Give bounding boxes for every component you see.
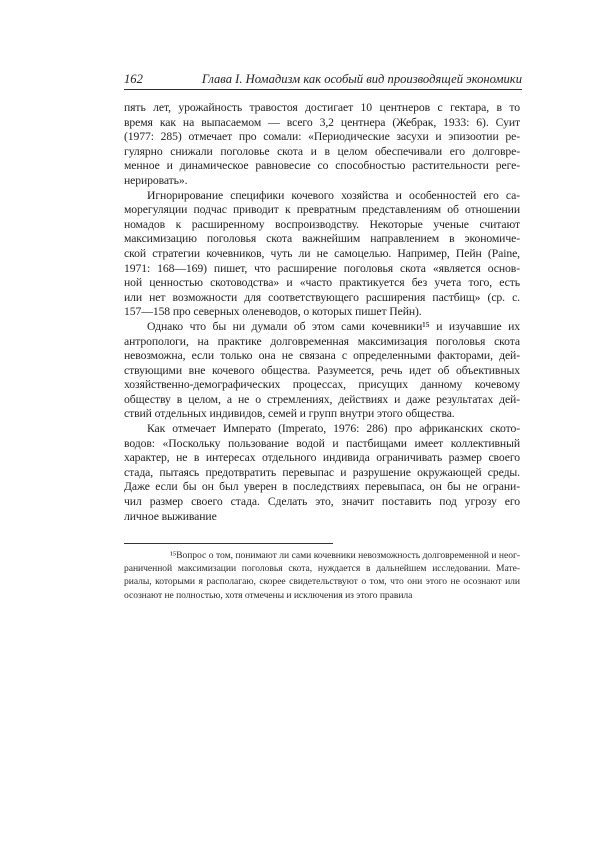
text-line: обществу в целом, а не о стремлениях, действиях и даже результатах дей- bbox=[124, 392, 520, 406]
running-header bbox=[124, 72, 522, 90]
text-line: Однако что бы ни думали об этом сами кочевники¹⁵ и изучавшие их bbox=[147, 319, 520, 333]
footnote-line: раниченной максимизации поголовья скота, нуждается в дальнейшем исследовании. Мате- bbox=[124, 563, 520, 575]
footnote-line: осознают не полностью, хотя отмечены и исключения из этого правила bbox=[124, 589, 413, 601]
text-line: менное и динамическое равновесие со способностью растительности реге- bbox=[124, 159, 520, 173]
text-line: 157—158 про северных оленеводов, о которых пишет Пейн). bbox=[124, 305, 422, 319]
text-line: Даже если бы он был уверен в последствиях перевыпаса, он бы не ограни- bbox=[124, 480, 520, 494]
page-number: 162 bbox=[124, 72, 143, 86]
text-line: хозяйственно-демографических процессах, присущих данному кочевому bbox=[124, 378, 520, 392]
text-line: (1977: 285) отмечает про сомали: «Периодические засухи и эпизоотии ре- bbox=[124, 130, 520, 144]
text-line: личное выживание bbox=[124, 509, 217, 523]
chapter-title: Глава I. Номадизм как особый вид производящей экономики bbox=[201, 72, 522, 86]
text-line: ствий отдельных индивидов, семей и групп внутри этого общества. bbox=[124, 407, 455, 421]
text-line: морегуляции подчас приводит к превратным представлениям об отношении bbox=[124, 203, 520, 217]
text-line: невозможна, если только она не связана с определенными факторами, дей- bbox=[124, 349, 520, 363]
paragraph bbox=[124, 101, 520, 189]
text-line: или нет возможности для соответствующего расширения пастбищ» (ср. с. bbox=[124, 290, 520, 304]
text-line: нерировать». bbox=[124, 173, 188, 187]
text-line: максимизацию поголовья скота важнейшим направлением в экономиче- bbox=[124, 232, 520, 246]
text-line: пять лет, урожайность травостоя достигает 10 центнеров с гектара, в то bbox=[124, 101, 520, 114]
paragraph bbox=[124, 189, 520, 320]
text-line: время как на выпасаемом — всего 3,2 центнера (Жебрак, 1933: 6). Суит bbox=[124, 115, 520, 129]
footnote-line: ¹⁵Вопрос о том, понимают ли сами кочевники невозможность долговременной и неог- bbox=[170, 550, 520, 561]
text-line: Игнорирование специфики кочевого хозяйства и особенностей его са- bbox=[147, 188, 520, 202]
footnote bbox=[124, 549, 520, 602]
paragraph bbox=[124, 422, 520, 524]
text-line: чил размер своего стада. Сделать это, значит поставить под угрозу его bbox=[124, 495, 520, 509]
text-line: стада, пытаясь предотвратить перевыпас и разрушение окружающей среды. bbox=[124, 465, 520, 479]
text-line: антропологи, на практике долговременная максимизация поголовья скота bbox=[124, 334, 520, 348]
text-line: ствующими вне кочевого общества. Разумеется, речь идет об объективных bbox=[124, 363, 520, 377]
footnote-line: риалы, которыми я располагаю, скорее свидетельствуют о том, что они этого не осознают или bbox=[124, 576, 520, 588]
text-line: ной ценностью скотоводства» и «часто практикуется без учета того, есть bbox=[124, 276, 520, 290]
text-line: номадов к расширенному воспроизводству. Некоторые ученые считают bbox=[124, 217, 520, 231]
footnote-separator bbox=[124, 543, 333, 544]
text-line: Как отмечает Императо (Imperato, 1976: 286) про африканских ското- bbox=[147, 422, 520, 436]
text-line: водов: «Поскольку пользование водой и пастбищами имеет коллективный bbox=[124, 436, 520, 450]
text-line: ской стратегии кочевников, чуть ли не самоцелью. Например, Пейн (Paine, bbox=[124, 246, 520, 260]
text-line: 1971: 168—169) пишет, что расширение поголовья скота «является основ- bbox=[124, 261, 520, 275]
paragraph bbox=[124, 320, 520, 422]
text-line: гулярно снижали поголовье скота и в целом обеспечивали его долговре- bbox=[124, 144, 520, 158]
text-line: характер, не в интересах отдельного индивида ограничивать размер своего bbox=[124, 451, 520, 465]
page-body bbox=[124, 101, 520, 524]
